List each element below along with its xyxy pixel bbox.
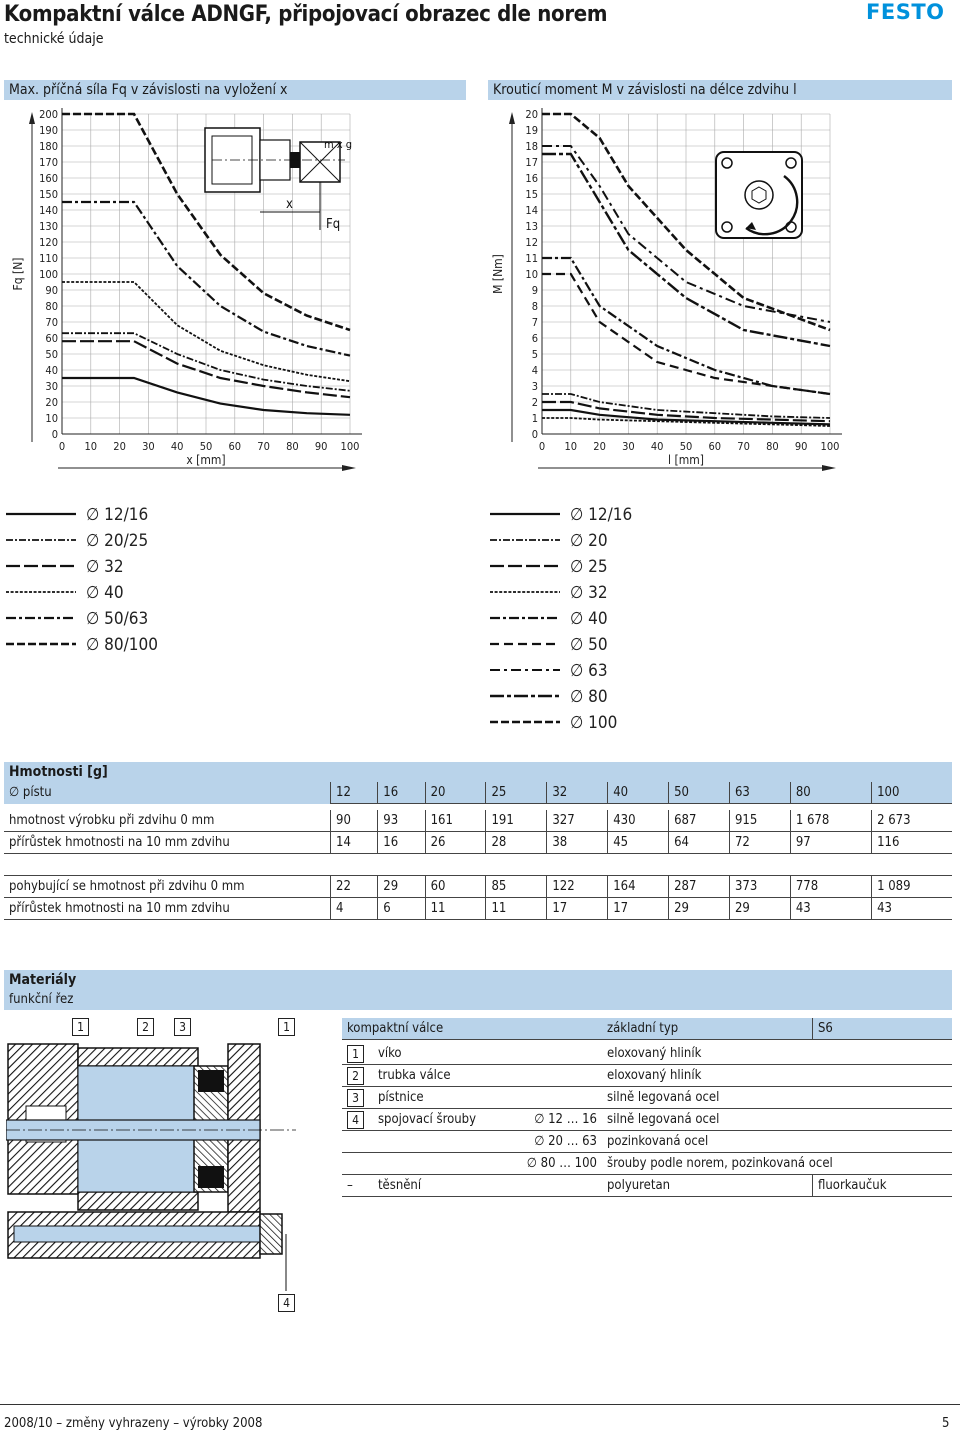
y-tick-label: 8 <box>531 300 538 313</box>
part-material-alt: fluorkaučuk <box>813 1175 953 1197</box>
x-tick-label: 70 <box>737 440 750 453</box>
page-subtitle: technické údaje <box>4 31 104 47</box>
inset-weight-label: m x g <box>324 138 353 151</box>
piston-col: 100 <box>872 782 952 804</box>
y-tick-label: 12 <box>525 236 538 249</box>
piston-col: 20 <box>425 782 486 804</box>
y-tick-label: 70 <box>45 316 58 329</box>
table-row <box>4 898 952 920</box>
x-tick-label: 90 <box>794 440 808 453</box>
cell: 45 <box>608 832 669 854</box>
cell: 11 <box>486 898 547 920</box>
x-axis-arrow-head <box>822 465 836 471</box>
y-tick-label: 15 <box>525 188 538 201</box>
cell: 93 <box>378 810 425 832</box>
part-number: 3 <box>347 1089 364 1107</box>
chart1 <box>0 100 480 480</box>
materials-table <box>342 1018 952 1197</box>
part-material: eloxovaný hliník <box>602 1043 952 1065</box>
y-tick-label: 0 <box>51 428 58 441</box>
legend-label: ∅ 63 <box>570 661 608 681</box>
legend-label: ∅ 80/100 <box>86 635 158 655</box>
y-tick-label: 160 <box>39 172 58 185</box>
part-name: víko <box>373 1043 499 1065</box>
cell: 2 673 <box>872 810 952 832</box>
cell: 29 <box>378 876 425 898</box>
legend-label: ∅ 50 <box>570 635 608 655</box>
table-row <box>4 876 952 898</box>
weights-grid <box>4 782 952 920</box>
spacer-row <box>4 854 952 876</box>
legend-label: ∅ 50/63 <box>86 609 149 629</box>
y-axis-arrow-head <box>29 112 35 124</box>
row-label: hmotnost výrobku při zdvihu 0 mm <box>4 810 331 832</box>
material-row <box>342 1087 952 1109</box>
inset-bolt-hole <box>722 222 732 232</box>
brand-text: FESTO <box>866 1 945 21</box>
row-label: přírůstek hmotnosti na 10 mm zdvihu <box>4 898 331 920</box>
cell: 116 <box>872 832 952 854</box>
cell: 22 <box>331 876 378 898</box>
x-axis-label: l [mm] <box>668 453 704 467</box>
cell: 29 <box>729 898 790 920</box>
cell: 287 <box>669 876 730 898</box>
chart2 <box>484 100 954 480</box>
inset-x-label: x <box>286 197 293 212</box>
y-tick-label: 9 <box>531 284 538 297</box>
y-tick-label: 18 <box>525 140 538 153</box>
y-tick-label: 20 <box>525 108 538 121</box>
piston-col: 40 <box>608 782 669 804</box>
row-label: přírůstek hmotnosti na 10 mm zdvihu <box>4 832 331 854</box>
y-tick-label: 40 <box>45 364 58 377</box>
x-tick-label: 0 <box>538 440 546 453</box>
x-axis-arrow-head <box>342 465 356 471</box>
part-material: pozinkovaná ocel <box>602 1131 952 1153</box>
cell: 85 <box>486 876 547 898</box>
y-tick-label: 140 <box>39 204 58 217</box>
part-size: ∅ 20 … 63 <box>499 1131 602 1153</box>
footer-rule <box>0 1404 960 1405</box>
piston-col: 25 <box>486 782 547 804</box>
part-size <box>499 1175 602 1197</box>
y-tick-label: 7 <box>531 316 538 329</box>
y-tick-label: 20 <box>45 396 58 409</box>
y-tick-label: 180 <box>39 140 58 153</box>
cell: 29 <box>669 898 730 920</box>
cell: 4 <box>331 898 378 920</box>
piston-header: ∅ pístu <box>9 785 52 801</box>
cell: 26 <box>425 832 486 854</box>
piston-col: 32 <box>547 782 608 804</box>
cell: 373 <box>729 876 790 898</box>
y-axis-label: M [Nm] <box>491 254 505 294</box>
weights-title: Hmotnosti [g] <box>4 762 952 782</box>
part-material: silně legovaná ocel <box>602 1109 952 1131</box>
y-tick-label: 5 <box>531 348 538 361</box>
y-tick-label: 170 <box>39 156 58 169</box>
weights-table <box>4 782 952 920</box>
legend-label: ∅ 20/25 <box>86 531 149 551</box>
part-name: trubka válce <box>373 1065 499 1087</box>
legend-label: ∅ 12/16 <box>570 505 633 525</box>
part-size: ∅ 12 … 16 <box>499 1109 602 1131</box>
x-tick-label: 50 <box>679 440 693 453</box>
material-row <box>342 1065 952 1087</box>
cell: 1 089 <box>872 876 952 898</box>
cell: 17 <box>608 898 669 920</box>
cylinder-section-drawing <box>6 1036 296 1291</box>
piston-col: 12 <box>331 782 378 804</box>
x-axis-label: x [mm] <box>186 453 226 467</box>
y-tick-label: 130 <box>39 220 58 233</box>
y-tick-label: 17 <box>525 156 538 169</box>
x-tick-label: 100 <box>340 440 360 453</box>
x-tick-label: 30 <box>622 440 635 453</box>
row-label: pohybující se hmotnost při zdvihu 0 mm <box>4 876 331 898</box>
table-row <box>4 810 952 832</box>
cell: 28 <box>486 832 547 854</box>
callout-3: 3 <box>174 1018 191 1036</box>
piston-col: 63 <box>729 782 790 804</box>
x-tick-label: 10 <box>84 440 98 453</box>
x-tick-label: 0 <box>58 440 66 453</box>
material-row <box>342 1131 952 1153</box>
y-tick-label: 120 <box>39 236 58 249</box>
cell: 191 <box>486 810 547 832</box>
materials-header-c1: kompaktní válce <box>342 1018 602 1040</box>
x-tick-label: 20 <box>113 440 126 453</box>
materials-header-c2: základní typ <box>602 1018 813 1040</box>
chart1-legend <box>0 500 300 660</box>
y-tick-label: 10 <box>45 412 58 425</box>
legend-label: ∅ 40 <box>570 609 608 629</box>
x-tick-label: 80 <box>766 440 779 453</box>
chart2-svg <box>484 100 954 480</box>
weights-header-row <box>4 782 952 804</box>
cell: 915 <box>729 810 790 832</box>
part-material: polyuretan <box>602 1175 813 1197</box>
inset-hex <box>752 187 766 203</box>
x-tick-label: 50 <box>199 440 213 453</box>
materials-subtitle: funkční řez <box>4 990 952 1010</box>
page-number: 5 <box>942 1416 950 1431</box>
y-tick-label: 30 <box>45 380 58 393</box>
y-tick-label: 3 <box>531 380 538 393</box>
x-tick-label: 70 <box>257 440 270 453</box>
cell: 164 <box>608 876 669 898</box>
cell: 97 <box>790 832 871 854</box>
y-tick-label: 10 <box>525 268 538 281</box>
part-material: eloxovaný hliník <box>602 1065 952 1087</box>
materials-title: Materiály <box>4 970 952 990</box>
y-tick-label: 150 <box>39 188 58 201</box>
page-title: Kompaktní válce ADNGF, připojovací obrazec dle norem <box>4 2 608 27</box>
y-tick-label: 13 <box>525 220 538 233</box>
cell: 90 <box>331 810 378 832</box>
x-tick-label: 100 <box>820 440 840 453</box>
piston-col: 80 <box>790 782 871 804</box>
x-tick-label: 60 <box>708 440 722 453</box>
cell: 16 <box>378 832 425 854</box>
part-name <box>373 1131 499 1153</box>
chart2-title: Krouticí moment M v závislosti na délce zdvihu l <box>488 80 952 100</box>
legend-label: ∅ 32 <box>86 557 124 577</box>
y-axis-arrow-head <box>509 112 515 124</box>
y-tick-label: 16 <box>525 172 538 185</box>
part-size <box>499 1087 602 1109</box>
chart1-title: Max. příčná síla Fq v závislosti na vyložení x <box>4 80 466 100</box>
cell: 161 <box>425 810 486 832</box>
callout-1: 1 <box>72 1018 89 1036</box>
part-number: – <box>342 1175 373 1197</box>
cell: 1 678 <box>790 810 871 832</box>
legend-label: ∅ 100 <box>570 713 618 733</box>
cell: 43 <box>872 898 952 920</box>
x-tick-label: 30 <box>142 440 155 453</box>
legend-label: ∅ 80 <box>570 687 608 707</box>
inset-bolt-hole <box>786 158 796 168</box>
festo-logo <box>866 1 952 21</box>
chart2-legend <box>484 500 784 740</box>
cell: 430 <box>608 810 669 832</box>
y-tick-label: 0 <box>531 428 538 441</box>
y-tick-label: 80 <box>45 300 58 313</box>
y-tick-label: 50 <box>45 348 58 361</box>
part-number: 4 <box>347 1111 364 1129</box>
cell: 14 <box>331 832 378 854</box>
cell: 60 <box>425 876 486 898</box>
cell: 687 <box>669 810 730 832</box>
callout-1b: 1 <box>278 1018 295 1036</box>
cell: 327 <box>547 810 608 832</box>
y-tick-label: 190 <box>39 124 58 137</box>
cell: 17 <box>547 898 608 920</box>
x-tick-label: 10 <box>564 440 578 453</box>
y-tick-label: 6 <box>531 332 538 345</box>
y-tick-label: 2 <box>531 396 538 409</box>
cell: 64 <box>669 832 730 854</box>
y-tick-label: 4 <box>531 364 538 377</box>
chart1-svg <box>0 100 480 480</box>
callout-4: 4 <box>278 1294 295 1312</box>
y-tick-label: 11 <box>525 252 538 265</box>
y-tick-label: 90 <box>45 284 58 297</box>
material-row <box>342 1043 952 1065</box>
y-tick-label: 60 <box>45 332 58 345</box>
cell: 43 <box>790 898 871 920</box>
cell: 38 <box>547 832 608 854</box>
cell: 778 <box>790 876 871 898</box>
y-axis-label: Fq [N] <box>11 257 25 291</box>
chart2-legend-svg <box>484 500 784 740</box>
materials-grid <box>342 1018 952 1197</box>
y-tick-label: 19 <box>525 124 538 137</box>
legend-label: ∅ 12/16 <box>86 505 149 525</box>
legend-label: ∅ 25 <box>570 557 608 577</box>
inset-force-label: Fq <box>326 217 341 232</box>
materials-header-row <box>342 1018 952 1040</box>
x-tick-label: 40 <box>650 440 664 453</box>
part-material: šrouby podle norem, pozinkovaná ocel <box>602 1153 952 1175</box>
materials-header-c3: S6 <box>813 1018 953 1040</box>
cell: 11 <box>425 898 486 920</box>
part-name <box>373 1153 499 1175</box>
footer-text: 2008/10 – změny vyhrazeny – výrobky 2008 <box>4 1416 263 1431</box>
cell: 72 <box>729 832 790 854</box>
chart1-legend-svg <box>0 500 300 660</box>
legend-label: ∅ 32 <box>570 583 608 603</box>
piston-col: 50 <box>669 782 730 804</box>
legend-label: ∅ 40 <box>86 583 124 603</box>
table-row <box>4 832 952 854</box>
y-tick-label: 14 <box>525 204 538 217</box>
x-tick-label: 40 <box>170 440 184 453</box>
y-tick-label: 110 <box>39 252 58 265</box>
x-tick-label: 60 <box>228 440 242 453</box>
x-tick-label: 80 <box>286 440 299 453</box>
legend-label: ∅ 20 <box>570 531 608 551</box>
part-number: 1 <box>347 1045 364 1063</box>
callout-2: 2 <box>137 1018 154 1036</box>
y-tick-label: 100 <box>39 268 58 281</box>
y-tick-label: 1 <box>531 412 538 425</box>
cell: 6 <box>378 898 425 920</box>
part-size <box>499 1043 602 1065</box>
x-tick-label: 90 <box>314 440 328 453</box>
part-size: ∅ 80 … 100 <box>499 1153 602 1175</box>
part-material: silně legovaná ocel <box>602 1087 952 1109</box>
part-name: pístnice <box>373 1087 499 1109</box>
x-tick-label: 20 <box>593 440 606 453</box>
part-size <box>499 1065 602 1087</box>
cell: 122 <box>547 876 608 898</box>
material-row <box>342 1175 952 1197</box>
piston-col: 16 <box>378 782 425 804</box>
material-row <box>342 1153 952 1175</box>
part-name: těsnění <box>373 1175 499 1197</box>
y-tick-label: 200 <box>39 108 58 121</box>
part-number: 2 <box>347 1067 364 1085</box>
material-row <box>342 1109 952 1131</box>
inset-bolt-hole <box>722 158 732 168</box>
part-name: spojovací šrouby <box>373 1109 499 1131</box>
